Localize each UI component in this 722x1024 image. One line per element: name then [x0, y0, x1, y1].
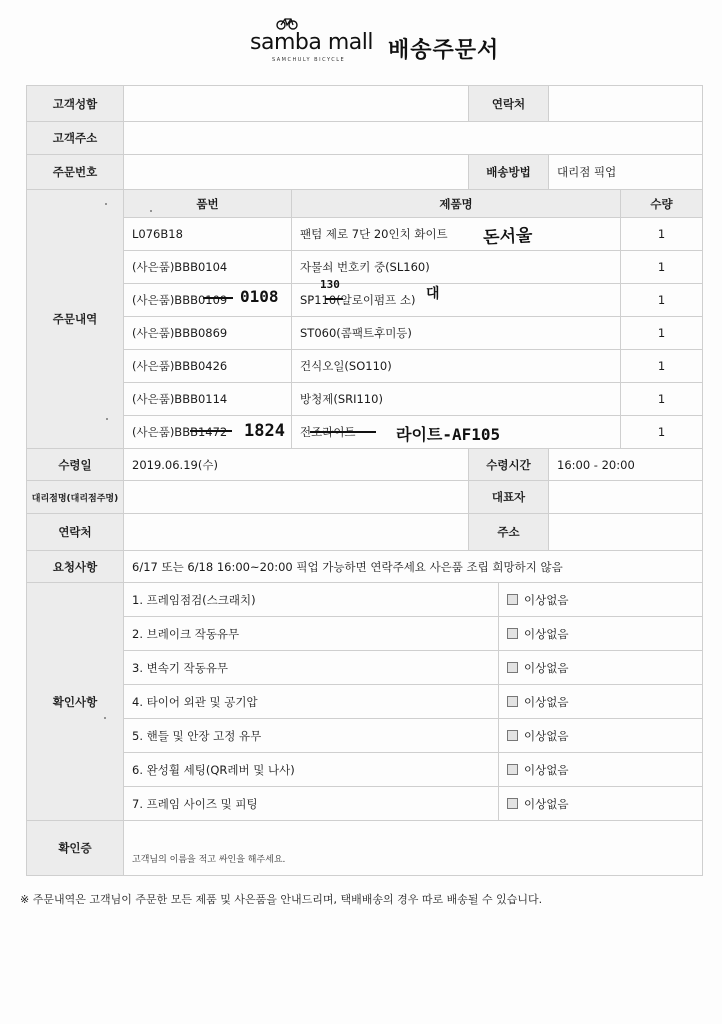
pickup-date-value: 2019.06.19(수): [124, 449, 469, 481]
checklist-row: [27, 685, 703, 719]
order-items-label: 주문내역: [27, 190, 124, 449]
customer-name-value: [124, 86, 469, 122]
request-label: 요청사항: [27, 551, 124, 583]
checklist-item: 1. 프레임점검(스크래치): [124, 583, 499, 617]
order-item-row: [27, 383, 703, 416]
item-quantity: 1: [621, 383, 703, 416]
checklist-item: 4. 타이어 외관 및 공기압: [124, 685, 499, 719]
order-item-row: [27, 218, 703, 251]
checkbox[interactable]: [507, 798, 518, 809]
item-quantity: 1: [621, 317, 703, 350]
pickup-time-label: 수령시간: [469, 449, 549, 481]
item-part-number: (사은품)BBB0869: [124, 317, 292, 350]
confirmation-label: 확인증: [27, 821, 124, 876]
handwritten-note: 0108: [240, 287, 279, 306]
header: [0, 16, 722, 66]
customer-name-label: 고객성함: [27, 86, 124, 122]
checkbox-label: 이상없음: [524, 626, 569, 641]
logo-subtext: SAMCHULY BICYCLE: [272, 57, 346, 63]
item-part-number: (사은품)BBB0114: [124, 383, 292, 416]
signature-instruction: 고객님의 이름을 적고 싸인을 해주세요.: [132, 855, 286, 865]
representative-label: 대표자: [469, 481, 549, 514]
checkbox-label: 이상없음: [524, 660, 569, 675]
dealer-name-value: [124, 481, 469, 514]
item-quantity: 1: [621, 218, 703, 251]
samba-mall-logo: [250, 16, 380, 66]
checklist-row: [27, 753, 703, 787]
item-part-number: (사은품)BBB1472: [124, 416, 292, 449]
dealer-contact-label: 연락처: [27, 514, 124, 551]
handwritten-strikethrough: [190, 430, 232, 432]
order-item-row: [27, 251, 703, 284]
representative-value: [549, 481, 703, 514]
customer-contact-value: [549, 86, 703, 122]
pickup-date-label: 수령일: [27, 449, 124, 481]
col-part-number: 품번: [124, 190, 292, 218]
checklist-row: [27, 617, 703, 651]
item-product-name: SP110(알로이펌프 소): [292, 284, 621, 317]
order-item-row: [27, 284, 703, 317]
scan-speck: [150, 210, 152, 212]
checkbox[interactable]: [507, 628, 518, 639]
order-form-table: [26, 85, 703, 876]
checkbox[interactable]: [507, 594, 518, 605]
item-product-name: 전조라이트: [292, 416, 621, 449]
customer-address-value: [124, 122, 703, 155]
item-product-name: 건식오일(SO110): [292, 350, 621, 383]
delivery-method-label: 배송방법: [469, 155, 549, 190]
dealer-name-label: 대리점명(대리점주명): [27, 481, 124, 514]
item-part-number: L076B18: [124, 218, 292, 251]
scan-speck: [106, 418, 108, 420]
item-quantity: 1: [621, 416, 703, 449]
handwritten-note: 1824: [244, 421, 285, 441]
customer-contact-label: 연락처: [469, 86, 549, 122]
checkbox-label: 이상없음: [524, 728, 569, 743]
dealer-address-value: [549, 514, 703, 551]
checkbox[interactable]: [507, 764, 518, 775]
logo-text: samba mall: [250, 30, 373, 55]
checklist-row: [27, 719, 703, 753]
item-product-name: 자물쇠 번호키 중(SL160): [292, 251, 621, 284]
checkbox-label: 이상없음: [524, 796, 569, 811]
handwritten-note: 돈서울: [482, 225, 533, 249]
checklist-item: 3. 변속기 작동유무: [124, 651, 499, 685]
footnote: ※ 주문내역은 고객님이 주문한 모든 제품 및 사은품을 안내드리며, 택배배송의 경우 따로 배송될 수 있습니다.: [20, 893, 543, 906]
checkbox-label: 이상없음: [524, 592, 569, 607]
checkbox[interactable]: [507, 730, 518, 741]
item-part-number: (사은품)BBB0109: [124, 284, 292, 317]
checklist-item: 5. 핸들 및 안장 고정 유무: [124, 719, 499, 753]
delivery-method-value: 대리점 픽업: [549, 155, 703, 190]
checkbox-label: 이상없음: [524, 694, 569, 709]
handwritten-strikethrough: [203, 297, 233, 299]
checkbox-label: 이상없음: [524, 762, 569, 777]
customer-address-label: 고객주소: [27, 122, 124, 155]
item-product-name: ST060(콤팩트후미등): [292, 317, 621, 350]
item-part-number: (사은품)BBB0104: [124, 251, 292, 284]
scan-speck: [104, 717, 106, 719]
handwritten-note: 라이트-AF105: [396, 425, 501, 444]
order-item-row: [27, 317, 703, 350]
scan-speck: [105, 203, 107, 205]
order-number-label: 주문번호: [27, 155, 124, 190]
order-number-value: [124, 155, 469, 190]
handwritten-note: 130: [320, 278, 340, 291]
dealer-address-label: 주소: [469, 514, 549, 551]
col-product-name: 제품명: [292, 190, 621, 218]
checklist-item: 6. 완성휠 세팅(QR레버 및 나사): [124, 753, 499, 787]
checklist-label: 확인사항: [27, 583, 124, 821]
request-value: 6/17 또는 6/18 16:00~20:00 픽업 가능하면 연락주세요 사은품 조립 희망하지 않음: [124, 551, 703, 583]
pickup-time-value: 16:00 - 20:00: [549, 449, 703, 481]
checklist-row: [27, 583, 703, 617]
bicycle-icon: [276, 16, 298, 30]
item-part-number: (사은품)BBB0426: [124, 350, 292, 383]
item-quantity: 1: [621, 284, 703, 317]
item-product-name: 방청제(SRI110): [292, 383, 621, 416]
item-quantity: 1: [621, 350, 703, 383]
handwritten-strikethrough: [325, 298, 343, 300]
checklist-row: [27, 787, 703, 821]
item-quantity: 1: [621, 251, 703, 284]
item-product-name: 팬텀 제로 7단 20인치 화이트: [292, 218, 621, 251]
handwritten-note: 대: [426, 286, 440, 302]
checklist-item: 2. 브레이크 작동유무: [124, 617, 499, 651]
checkbox[interactable]: [507, 662, 518, 673]
document-title: 배송주문서: [388, 38, 500, 63]
checkbox[interactable]: [507, 696, 518, 707]
dealer-contact-value: [124, 514, 469, 551]
handwritten-strikethrough: [310, 431, 376, 433]
checklist-row: [27, 651, 703, 685]
order-item-row: [27, 350, 703, 383]
col-quantity: 수량: [621, 190, 703, 218]
checklist-item: 7. 프레임 사이즈 및 피팅: [124, 787, 499, 821]
